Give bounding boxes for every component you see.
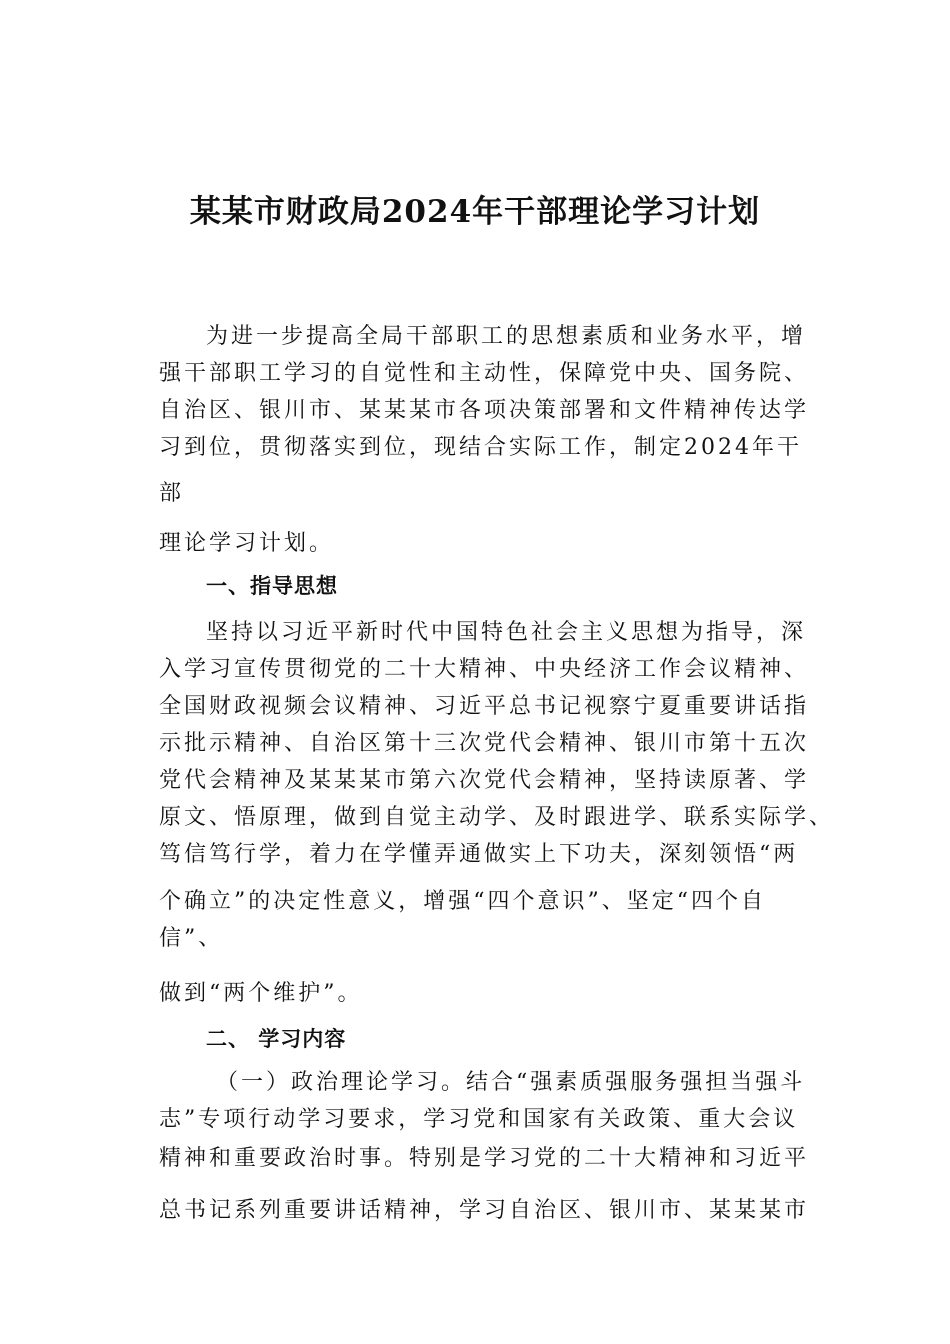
section1-line-8: 个确立”的决定性意义，增强“四个意识”、坚定“四个自	[159, 889, 766, 914]
section1-line-5: 党代会精神及某某某市第六次党代会精神，坚持读原著、学	[159, 768, 810, 793]
intro-line-2: 强干部职工学习的自觉性和主动性，保障党中央、国务院、	[159, 361, 810, 386]
intro-line-6: 理论学习计划。	[159, 531, 335, 556]
intro-line-4: 习到位，贯彻落实到位，现结合实际工作，制定2024年干	[159, 435, 802, 460]
section1-line-3: 全国财政视频会议精神、习近平总书记视察宁夏重要讲话指	[159, 694, 810, 719]
section-heading-1: 一、指导思想	[206, 574, 338, 598]
intro-line-5: 部	[159, 481, 185, 506]
section2-line-1: （一）政治理论学习。结合“强素质强服务强担当强斗	[216, 1070, 806, 1095]
section1-line-6: 原文、悟原理，做到自觉主动学、及时跟进学、联系实际学、	[159, 805, 835, 830]
section1-line-7: 笃信笃行学，着力在学懂弄通做实上下功夫，深刻领悟“两	[159, 842, 799, 867]
section1-line-10: 做到“两个维护”。	[159, 981, 363, 1006]
section1-line-1: 坚持以习近平新时代中国特色社会主义思想为指导，深	[206, 620, 807, 645]
section1-line-9: 信”、	[159, 926, 224, 951]
document-title: 某某市财政局2024年干部理论学习计划	[189, 194, 761, 230]
section2-line-2: 志”专项行动学习要求，学习党和国家有关政策、重大会议	[159, 1107, 799, 1132]
section1-line-2: 入学习宣传贯彻党的二十大精神、中央经济工作会议精神、	[159, 657, 810, 682]
section2-line-3: 精神和重要政治时事。特别是学习党的二十大精神和习近平	[159, 1146, 810, 1171]
section-heading-2: 二、 学习内容	[206, 1027, 347, 1051]
intro-line-1: 为进一步提高全局干部职工的思想素质和业务水平，增	[206, 324, 807, 349]
section1-line-4: 示批示精神、自治区第十三次党代会精神、银川市第十五次	[159, 731, 810, 756]
intro-line-3: 自治区、银川市、某某某市各项决策部署和文件精神传达学	[159, 398, 810, 423]
section2-line-4: 总书记系列重要讲话精神，学习自治区、银川市、某某某市	[159, 1198, 810, 1223]
